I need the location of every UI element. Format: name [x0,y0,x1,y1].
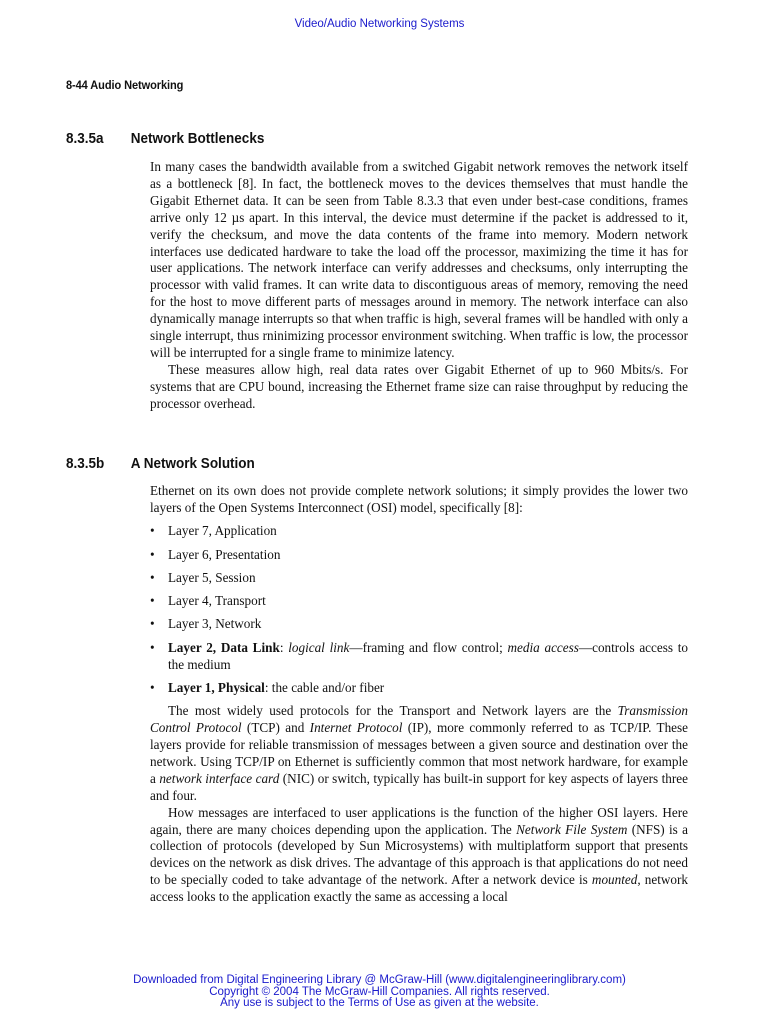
text: (TCP) and [241,720,310,736]
section-number: 8.3.5b [66,455,105,472]
text: : [279,639,289,655]
section-b-body [150,483,688,906]
term: network interface card [159,770,280,786]
term: Transmission Control Protocol [150,703,688,736]
list-item [150,680,688,697]
footer-link[interactable]: Copyright © 2004 The McGraw-Hill Companies. All rights reserved. [209,985,550,998]
term: media access [507,639,579,655]
running-head: 8-44 Audio Networking [66,78,184,92]
paragraph: Ethernet on its own does not provide complete network solutions; it simply provides the lower two layers of the Open Systems Interconnect (OSI) model, specifically [8]: [150,483,688,515]
term: Network File System [516,821,628,837]
list-item: • Layer 5, Session [150,570,688,587]
layer-name: Layer 2, Data Link [168,639,280,655]
list-item: • Layer 6, Presentation [150,547,688,564]
text: —framing and flow control; [349,639,508,655]
text: (NFS) is a collection of protocols (developed by Sun Microsystems) with multiplatform support that presents devices on the network as disk drives. The advantage of this approach is that applications do not need to be specially coded to take advantage of the network. After a network device is [150,821,689,888]
text: : the cable and/or fiber [264,679,385,695]
text: The most widely used protocols for the Transport and Network layers are the [168,703,618,719]
list-item: • Layer 3, Network [150,616,688,633]
section-a-body [150,159,688,413]
paragraph: In many cases the bandwidth available from a switched Gigabit network removes the network itself as a bottleneck [8]. In fact, the bottleneck moves to the devices themselves that must handle the Gigabit Ethernet data. It can be seen from Table 8.3.3 that even under best-case conditions, frames arrive only 12 µs apart. In this interval, the device must determine if the packet is addressed to it, verify the checksum, and move the data contents of the frame into memory. Modern network interfaces use dedicated hardware to take the load off the processor, maximizing the time it has for user applications. The network interface can verify addresses and checksums, only interrupting the processor with valid frames. It can write data to discontiguous areas of memory, removing the need for the host to move different parts of messages around in memory. The network interface can also dynamically manage interrupts so that when traffic is high, several frames will be handled with only a single interrupt, thus rninimizing processor environment switching. When traffic is low, the processor will be interrupted for a single frame to minimize latency. [150,159,688,360]
layer-name: Layer 1, Physical [168,679,265,695]
paragraph: These measures allow high, real data rates over Gigabit Ethernet of up to 960 Mbits/s. For systems that are CPU bound, increasing the Ethernet frame size can raise throughput by reducing the processor overhead. [150,361,688,411]
footer-link[interactable]: Any use is subject to the Terms of Use as given at the website. [220,997,539,1009]
paragraph [150,805,688,906]
list-item: • Layer 4, Transport [150,593,688,610]
top-title-link[interactable]: Video/Audio Networking Systems [294,18,465,30]
section-title: A Network Solution [130,455,255,472]
section-title: Network Bottlenecks [130,130,265,147]
section-heading-b [66,455,688,472]
paragraph [150,703,688,804]
list-item [150,640,688,674]
section-number: 8.3.5a [66,130,104,147]
term: logical link [288,639,350,655]
text: , network access looks to the application exactly the same as accessing a local [150,872,689,905]
text: (IP), more commonly referred to as TCP/IP. These layers provide for reliable transmission of messages between a given source and destination over the network. Using TCP/IP on Ethernet is sufficiently common that most network hardware, for example a [150,720,688,786]
osi-layer-list [150,523,688,697]
term: mounted [591,872,638,888]
footer [0,975,759,1010]
footer-link[interactable]: Downloaded from Digital Engineering Library @ McGraw-Hill (www.digitalengineeringlibrary.com) [133,974,626,986]
section-heading-a [66,130,688,147]
text: —controls access to the medium [168,639,688,672]
text: (NIC) or switch, typically has built-in support for key aspects of layers three and four. [150,770,689,803]
term: Internet Protocol [309,720,403,736]
list-item: • Layer 7, Application [150,523,688,540]
text: How messages are interfaced to user applications is the function of the higher OSI layers. Here again, there are many choices depending upon the application. The [150,804,688,837]
